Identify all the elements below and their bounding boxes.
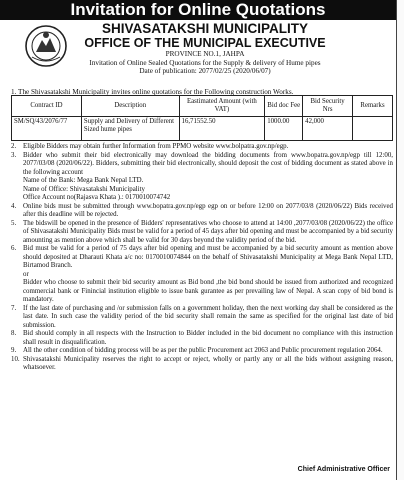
subject-line: Invitation of Online Sealed Quotations for the Supply & delivery of Hume pipes [89, 58, 321, 67]
list-item: 2. Eligible Bidders may obtain further Information from PPMO website www.bolpatra.gov.np/egp. [11, 143, 289, 150]
col-estimated-amount: Eastimated Amount (with VAT) [179, 96, 265, 117]
province-line: PROVINCE NO.1, JAHPA [165, 50, 245, 58]
list-item: 5. The bidswill be opened in the presence of Bidders' representatives who choose to attend at 14:00 ,2077/03/08 (2020/06/22) the office of Shivasatakshi Municipality Bids must be valid for a period of 45 days after bid opening and must be accompanied by a bid security amounting as mention above which shall be valid for 30 days beyond the validity period of the bid. [11, 219, 393, 244]
col-bid-security: Bid Security Nrs [303, 96, 353, 117]
adjacent-column-edge [396, 0, 404, 480]
list-item: 4. Online bids must be submitted through www.bopatra.gov.np/egp egp on or before 12:00 on 2077/03/8 (2020/06/22) Bids received after this deadline will be rejected. [11, 202, 393, 218]
col-description: Description [81, 96, 179, 117]
office-name: OFFICE OF THE MUNICIPAL EXECUTIVE [84, 36, 326, 50]
cell-bid-doc-fee: 1000.00 [265, 117, 303, 141]
cell-contract-id: SM/SQ/43/2076/77 [12, 117, 82, 141]
list-item: 3. Bidder who submit their bid electronically may download the bidding documents from www.bopatra.gov.np/egp till 12:00, 2077/03/08 (2020/06/22). Bidders, submitting their bid electronically, should deposit the cost of bidding document as stated above in the following account [11, 151, 393, 176]
header-block [40, 21, 370, 76]
list-item: Office Account no(Rajasva Khata ).: 0170010074742 [23, 194, 171, 201]
cell-estimated-amount: 16,71552.50 [179, 117, 265, 141]
publication-date: Date of publication: 2077/02/25 (2020/06/07) [139, 67, 271, 76]
col-contract-id: Contract ID [12, 96, 82, 117]
terms-list [11, 143, 393, 373]
cell-remarks [353, 117, 393, 141]
contract-table [11, 95, 393, 141]
list-item: 6. Bid must be valid for a period of 75 days after bid opening and must be accompanied by a bid security amount as mention above should deposited at Dharauti Khata a/c no: 0170010074844 on the behalf of Shivasatakshi Municipality at Mega Bank Nepal LTD, Birtamod Branch. [11, 245, 393, 269]
cell-bid-security: 42,000 [303, 117, 353, 141]
list-item: Bidder who choose to submit their bid security amount as Bid bond ,the bid bond should be issued from authorized and recognized commercial bank or Finincial institution eligible to issue bank gurantee as per prevailing law of Nepal. A scan copy of bid bond is mandatory. [23, 279, 393, 303]
list-item: 10. Shivasatakshi Municipality reserves the right to accept or reject, wholly or partly any or all the bids without assigning reason, whatsoever. [11, 355, 393, 371]
list-item: Name of the Bank: Mega Bank Nepal LTD. [23, 177, 144, 184]
table-row [12, 117, 393, 141]
table-header-row [12, 96, 393, 117]
list-item: Name of Office: Shivasatakshi Municipality [23, 185, 145, 193]
page-title: Invitation for Online Quotations [0, 0, 396, 20]
list-item: 9. All the other condition of bidding process will be as per the public Procurement act 2063 and Public procurement regulation 2064. [11, 347, 383, 354]
cell-description: Supply and Delivery of Different Sized hume pipes [81, 117, 179, 141]
col-remarks: Remarks [353, 96, 393, 117]
signature-line: Chief Administrative Officer [297, 466, 390, 473]
col-bid-doc-fee: Bid doc Fee [265, 96, 303, 117]
organization-name: SHIVASATAKSHI MUNICIPALITY [101, 21, 308, 36]
list-item: 8. Bid should comply in all respects with the Instruction to Bidder included in the bid document no compliance with this instruction shall result in disqualification. [11, 330, 393, 346]
list-item: 7. If the last date of purchasing and /or submission falls on a government holiday, then the next working day shall be considered as the last date. In such case the validity period of the bid security shall remain the same as specified for the original last date of bid submission. [11, 304, 393, 329]
intro-text: 1. The Shivasatakshi Municipality invites online quotations for the Following construction Works. [11, 88, 294, 96]
list-item: or [23, 270, 29, 278]
